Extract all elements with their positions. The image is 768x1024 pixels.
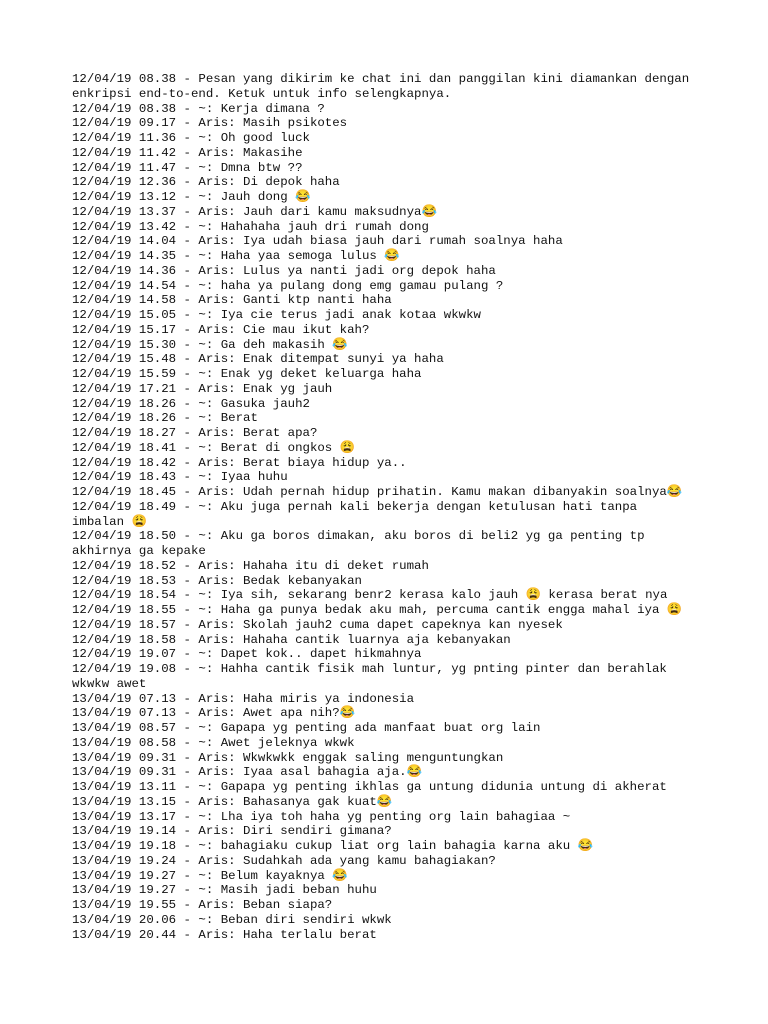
chat-line: 13/04/19 19.14 - Aris: Diri sendiri gimana?	[72, 824, 392, 839]
chat-line: 13/04/19 13.11 - ~: Gapapa yg penting ikhlas ga untung didunia untung di akherat	[72, 780, 667, 794]
chat-line: 12/04/19 19.08 - ~: Hahha cantik fisik mah luntur, yg pnting pinter dan berahlak	[72, 662, 667, 676]
chat-line: 13/04/19 09.31 - Aris: Iyaa asal bahagia aja.😂	[72, 765, 423, 780]
chat-line: 13/04/19 08.58 - ~: Awet jeleknya wkwk	[72, 735, 355, 750]
chat-line: 12/04/19 18.45 - Aris: Udah pernah hidup prihatin. Kamu makan dibanyakin soalnya😂	[72, 485, 683, 499]
chat-line: imbalan 😩	[72, 514, 147, 529]
chat-line: 12/04/19 18.52 - Aris: Hahaha itu di deket rumah	[72, 558, 429, 573]
chat-line: 13/04/19 19.18 - ~: bahagiaku cukup liat org lain bahagia karna aku 😂	[72, 839, 594, 853]
chat-line: 13/04/19 19.27 - ~: Masih jadi beban huhu	[72, 883, 377, 898]
chat-line: 12/04/19 18.26 - ~: Berat	[72, 411, 258, 426]
chat-line: 13/04/19 19.27 - ~: Belum kayaknya 😂	[72, 868, 348, 883]
chat-line: 12/04/19 15.48 - Aris: Enak ditempat sunyi ya haha	[72, 352, 444, 367]
chat-line: 12/04/19 18.27 - Aris: Berat apa?	[72, 426, 318, 440]
chat-line: 12/04/19 18.57 - Aris: Skolah jauh2 cuma dapet capeknya kan nyesek	[72, 617, 563, 632]
chat-line: 12/04/19 11.42 - Aris: Makasihe	[72, 145, 303, 160]
chat-line: 12/04/19 13.42 - ~: Hahahaha jauh dri rumah dong	[72, 219, 429, 234]
chat-line: 13/04/19 13.15 - Aris: Bahasanya gak kuat😂	[72, 794, 393, 809]
chat-line: enkripsi end-to-end. Ketuk untuk info selengkapnya.	[72, 86, 452, 101]
chat-line: 13/04/19 19.55 - Aris: Beban siapa?	[72, 898, 333, 912]
chat-line: 13/04/19 20.06 - ~: Beban diri sendiri wkwk	[72, 912, 392, 927]
chat-line: 12/04/19 11.36 - ~: Oh good luck	[72, 131, 310, 145]
chat-line: 13/04/19 19.24 - Aris: Sudahkah ada yang kamu bahagiakan?	[72, 853, 496, 868]
chat-line: 13/04/19 07.13 - Aris: Haha miris ya indonesia	[72, 691, 415, 706]
chat-line: 12/04/19 18.54 - ~: Iya sih, sekarang benr2 kerasa kalo jauh 😩 kerasa berat nya	[72, 588, 668, 603]
chat-line: 12/04/19 14.04 - Aris: Iya udah biasa jauh dari rumah soalnya haha	[72, 234, 563, 249]
chat-line: 13/04/19 13.17 - ~: Lha iya toh haha yg penting org lain bahagiaa ~	[72, 809, 571, 824]
chat-line: 12/04/19 14.58 - Aris: Ganti ktp nanti haha	[72, 293, 392, 308]
chat-line: 12/04/19 08.38 - ~: Kerja dimana ?	[72, 101, 325, 116]
chat-line: 13/04/19 20.44 - Aris: Haha terlalu berat	[72, 927, 377, 942]
chat-line: 12/04/19 19.07 - ~: Dapet kok.. dapet hikmahnya	[72, 647, 422, 662]
chat-line: 12/04/19 08.38 - Pesan yang dikirim ke chat ini dan panggilan kini diamankan dengan	[72, 72, 690, 86]
chat-line: 12/04/19 13.37 - Aris: Jauh dari kamu maksudnya😂	[72, 204, 437, 219]
chat-line: 12/04/19 12.36 - Aris: Di depok haha	[72, 175, 340, 190]
chat-line: wkwkw awet	[72, 676, 147, 691]
chat-line: 12/04/19 18.49 - ~: Aku juga pernah kali bekerja dengan ketulusan hati tanpa	[72, 499, 638, 514]
chat-line: 12/04/19 15.59 - ~: Enak yg deket keluarga haha	[72, 367, 422, 381]
chat-line: 12/04/19 18.50 - ~: Aku ga boros dimakan, aku boros di beli2 yg ga penting tp	[72, 529, 645, 544]
chat-line: 12/04/19 18.58 - Aris: Hahaha cantik luarnya aja kebanyakan	[72, 632, 511, 647]
chat-line: 12/04/19 18.53 - Aris: Bedak kebanyakan	[72, 573, 362, 588]
chat-line: 12/04/19 15.30 - ~: Ga deh makasih 😂	[72, 337, 348, 352]
chat-line: akhirnya ga kepake	[72, 544, 206, 558]
chat-line: 12/04/19 18.43 - ~: Iyaa huhu	[72, 470, 288, 485]
chat-export-text	[72, 72, 712, 942]
chat-line: 12/04/19 17.21 - Aris: Enak yg jauh	[72, 381, 333, 396]
chat-line: 12/04/19 14.36 - Aris: Lulus ya nanti jadi org depok haha	[72, 263, 496, 278]
chat-line: 12/04/19 15.05 - ~: Iya cie terus jadi anak kotaa wkwkw	[72, 308, 481, 322]
chat-line: 13/04/19 08.57 - ~: Gapapa yg penting ada manfaat buat org lain	[72, 721, 541, 735]
chat-line: 12/04/19 18.42 - Aris: Berat biaya hidup ya..	[72, 455, 407, 470]
chat-line: 12/04/19 13.12 - ~: Jauh dong 😂	[72, 190, 311, 204]
chat-line: 12/04/19 09.17 - Aris: Masih psikotes	[72, 116, 348, 131]
chat-line: 12/04/19 14.54 - ~: haha ya pulang dong emg gamau pulang ?	[72, 278, 504, 293]
chat-line: 13/04/19 09.31 - Aris: Wkwkwkk enggak saling menguntungkan	[72, 750, 504, 765]
chat-line: 12/04/19 15.17 - Aris: Cie mau ikut kah?	[72, 322, 370, 337]
chat-line: 12/04/19 14.35 - ~: Haha yaa semoga lulus 😂	[72, 249, 400, 263]
chat-line: 12/04/19 18.41 - ~: Berat di ongkos 😩	[72, 440, 356, 455]
chat-line: 12/04/19 18.26 - ~: Gasuka jauh2	[72, 396, 310, 411]
chat-line: 13/04/19 07.13 - Aris: Awet apa nih?😂	[72, 706, 356, 721]
chat-line: 12/04/19 18.55 - ~: Haha ga punya bedak aku mah, percuma cantik engga mahal iya 😩	[72, 603, 683, 617]
chat-line: 12/04/19 11.47 - ~: Dmna btw ??	[72, 160, 303, 175]
